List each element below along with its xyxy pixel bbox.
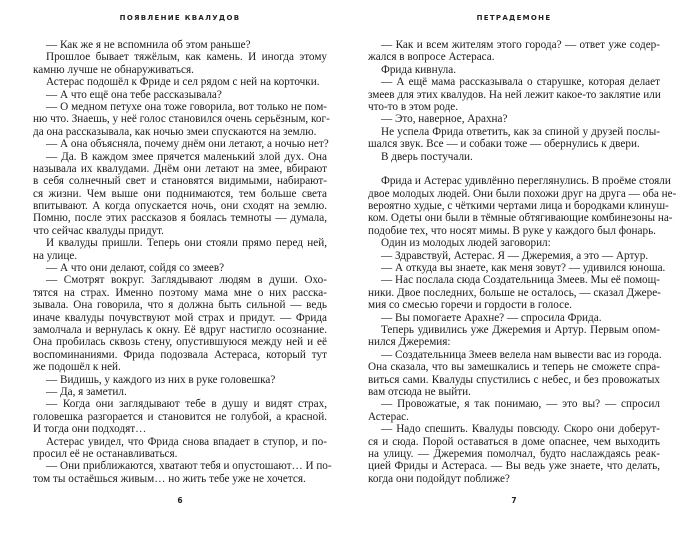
paragraph: [33, 237, 327, 262]
paragraph: [368, 349, 660, 399]
paragraph: [33, 76, 327, 88]
text-line: вам отсюда не выйти.: [368, 385, 471, 398]
page-number: 6: [177, 496, 183, 505]
text-line: виться сами. Квалуды спустились с небес, и без провожатых: [368, 373, 660, 386]
paragraph: [368, 126, 660, 151]
text-line: И тогда они подходят…: [33, 423, 147, 436]
paragraph: [33, 386, 327, 398]
page-number: 7: [511, 496, 517, 505]
text-line: иначе квалуды почувствуют мой страх и придут. — Фрида: [33, 311, 327, 324]
text-line: — Это, наверное, Арахна?: [381, 113, 508, 126]
right-page: [368, 0, 677, 540]
text-line: ся жизни. Чем выше они поднимаются, тем больше света: [33, 187, 327, 200]
text-line: зывала. Она говорила, что я должна быть сильной — ведь: [33, 299, 327, 312]
text-line: — А откуда вы знаете, как меня зовут? — удивился юноша.: [381, 262, 666, 275]
text-line: вероятно худые, с чёткими чертами лица и бородками клинуш-: [368, 200, 669, 213]
paragraph: [33, 460, 332, 485]
paragraph: [33, 51, 327, 76]
text-line: замолчала и вернулась к окну. Её вдруг настигло осознание.: [33, 323, 327, 336]
text-line: головешка разгорается и становится не голубой, а красной.: [33, 410, 327, 423]
text-line: — Смотрят вокруг. Заглядывают людям в души. Охо-: [46, 274, 327, 287]
text-line: Не успела Фрида ответить, как за спиной у друзей послы-: [381, 125, 660, 138]
text-line: ню что. Знаешь, у неё голос становился очень серьёзным, ког-: [33, 113, 330, 126]
text-line: Она сказала, что вы замешкались и теперь не сможете спра-: [368, 361, 660, 374]
text-line: да она рассказывала, как ночью змеи спускаются на землю.: [33, 125, 317, 138]
text-line: — Да. В каждом змее прячется маленький злой дух. Она: [46, 150, 327, 163]
page-body: [33, 39, 332, 485]
text-line: змеев для этих квалудов. На ней лежит какое-то заклятие или: [368, 88, 661, 101]
paragraph: [368, 113, 660, 125]
text-line: Прошлое бывает тяжёлым, как камень. И иногда этому: [46, 51, 327, 64]
paragraph: [33, 374, 327, 386]
paragraph: [368, 175, 677, 237]
text-line: тятся на страх. Именно поэтому мама мне о них расска-: [33, 286, 327, 299]
paragraph: [368, 237, 660, 249]
text-line: ся и сюда. Порой оставаться в доме опаснее, чем выходить: [368, 435, 660, 448]
text-line: на улицу. — Джеремия помолчал, будто наслаждаясь реак-: [368, 447, 660, 460]
paragraph: [368, 312, 660, 324]
paragraph: [33, 138, 327, 150]
paragraph: [368, 76, 660, 113]
text-line: впитывают. А когда опускается ночь, они сходят на землю.: [33, 200, 327, 213]
paragraph: [33, 39, 327, 51]
text-line: ком. Одеты они были в тёмные обтягивающие комбинезоны на-: [368, 212, 673, 225]
text-line: — Вы помогаете Арахне? — спросила Фрида.: [381, 311, 602, 324]
text-line: — Да, я заметил.: [46, 385, 127, 398]
paragraph: [33, 151, 327, 238]
text-line: В дверь постучали.: [381, 150, 473, 163]
paragraph: [368, 151, 660, 163]
text-line: — Провожатые, я так понимаю, — это вы? — спросил: [381, 398, 660, 411]
text-line: просил её не останавливаться.: [33, 447, 178, 460]
text-line: мия со смесью горечи и гордости в голосе.: [368, 299, 572, 312]
text-line: — О медном петухе она тоже говорила, вот только не пом-: [46, 100, 327, 113]
text-line: Помню, после этих рассказов я боялась темноты — думала,: [33, 212, 327, 225]
text-line: — Создательница Змеев велела нам вывести вас из города.: [381, 348, 662, 361]
text-line: жался в вопросе Астераса.: [368, 51, 495, 64]
text-line: что сейчас квалуды придут.: [33, 224, 164, 237]
text-line: шался звук. Все — и собаки тоже — обернулись к двери.: [368, 138, 640, 151]
text-line: Фрида кивнула.: [381, 63, 457, 76]
paragraph: [368, 163, 660, 175]
paragraph: [33, 398, 327, 435]
text-line: — Видишь, у каждого из них в руке головешка?: [46, 373, 276, 386]
text-line: двое молодых людей. Они были похожи друг на друга — оба не-: [368, 187, 677, 200]
paragraph: [368, 262, 666, 275]
text-line: называла их квалудами. Днём они летают на змее, вбирают: [33, 162, 327, 175]
left-page: [33, 0, 332, 540]
paragraph: [368, 423, 660, 485]
text-line: — А что ещё она тебе рассказывала?: [46, 88, 222, 101]
text-line: Фрида и Астерас удивлённо переглянулись. В проёме стояли: [381, 175, 671, 188]
text-line: на улице.: [33, 249, 78, 262]
text-line: — Когда они заглядывают тебе в душу и видят страх,: [46, 398, 327, 411]
text-line: И квалуды пришли. Теперь они стояли прямо перед ней,: [46, 237, 327, 250]
text-line: Астерас подошёл к Фриде и сел рядом с ней на корточки.: [46, 76, 320, 89]
paragraph: [368, 64, 660, 76]
text-line: — Надо спешить. Квалуды повсюду. Скоро они доберут-: [381, 423, 660, 436]
text-line: Астерас увидел, что Фрида снова впадает в ступор, и по-: [46, 435, 327, 448]
text-line: воспоминаниями. Фрида подозвала Астераса, который тут: [33, 348, 327, 361]
text-line: — Здравствуй, Астерас. Я — Джеремия, а это — Артур.: [381, 249, 649, 262]
text-line: Один из молодых людей заговорил:: [381, 237, 551, 250]
page-body: [368, 39, 677, 485]
paragraph: [368, 39, 660, 64]
text-line: ники. Двое последних, больше не осталось, — сказал Джере-: [368, 286, 661, 299]
text-line: в себя солнечный свет и становятся видимыми, набирают-: [33, 175, 327, 188]
text-line: — Они приближаются, хватают тебя и опустошают… И по-: [46, 460, 332, 473]
paragraph: [33, 262, 327, 274]
text-line: цией Фриды и Астераса. — Вы ведь уже знаете, что делать,: [368, 460, 660, 473]
text-line: же подошёл к ней.: [33, 361, 121, 374]
text-line: — Как и всем жителям этого города? — ответ уже содер-: [381, 39, 660, 51]
paragraph: [33, 89, 327, 101]
text-line: — Как же я не вспомнила об этом раньше?: [46, 39, 251, 51]
text-line: камню лучше не обнаруживаться.: [33, 63, 194, 76]
paragraph: [368, 274, 660, 311]
running-header: ПЕТРАДЕМОНЕ: [476, 14, 552, 22]
text-line: нился Джеремия:: [368, 336, 451, 349]
text-line: том ты остаёшься живым… но жить тебе уже не хочется.: [33, 472, 306, 485]
paragraph: [368, 250, 660, 262]
paragraph: [368, 324, 660, 349]
running-header: ПОЯВЛЕНИЕ КВАЛУДОВ: [119, 14, 241, 22]
text-line: — А она объясняла, почему днём они летают, а ночью нет?: [46, 138, 329, 151]
text-line: когда они подойдут поближе?: [368, 472, 510, 485]
text-line: — А что они делают, сойдя со змеев?: [46, 262, 225, 275]
text-line: Теперь удивились уже Джеремия и Артур. Первым опом-: [381, 323, 660, 336]
paragraph: [33, 436, 327, 461]
text-line: что-то в этом роде.: [368, 100, 459, 113]
paragraph: [33, 100, 330, 138]
text-line: Астерас.: [368, 410, 409, 423]
text-line: — А ещё мама рассказывала о старушке, которая делает: [381, 76, 660, 89]
text-line: подобие тех, что носят мимы. В руке у каждого был фонарь.: [368, 224, 656, 237]
text-line: Она пробилась сквозь стену, опустившуюся между ней и её: [33, 336, 327, 349]
text-line: — Нас послала сюда Создательница Змеев. Мы её помощ-: [381, 274, 660, 287]
paragraph: [33, 274, 327, 373]
paragraph: [368, 398, 660, 423]
